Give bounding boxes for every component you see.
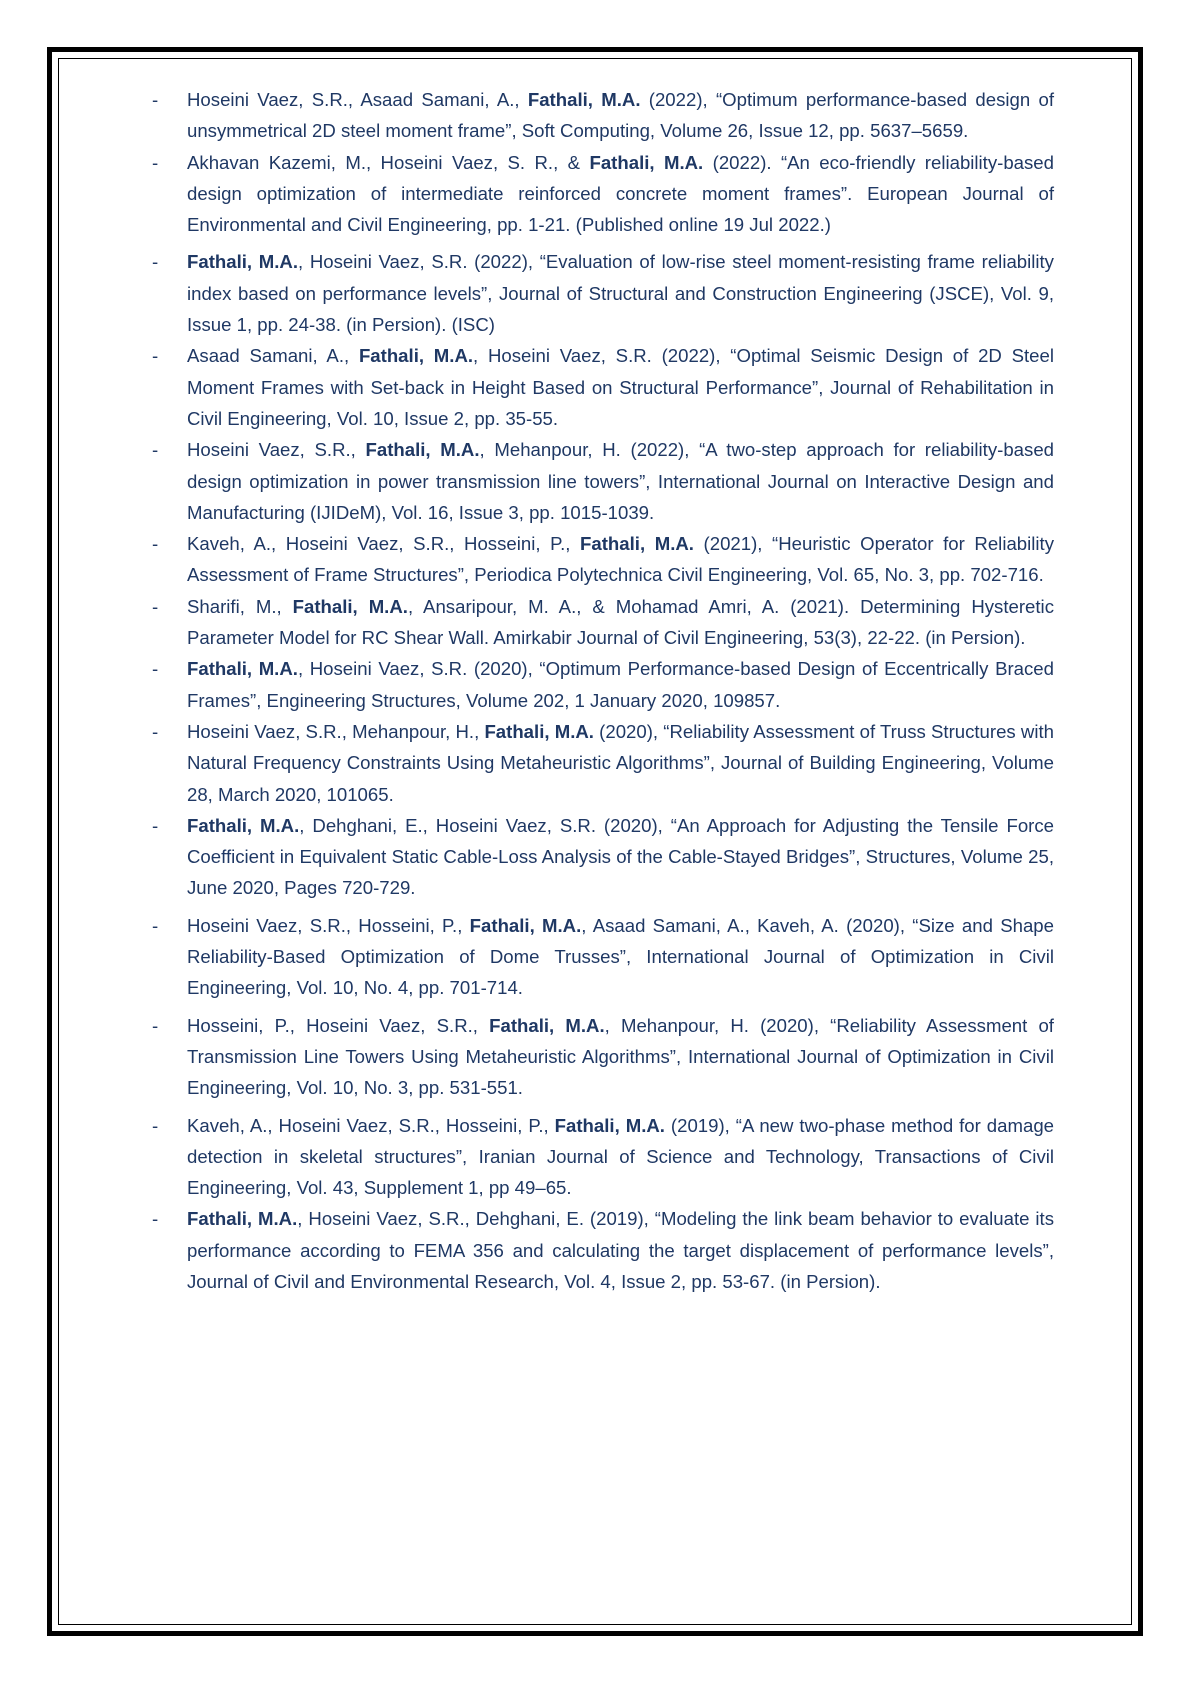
publication-item [152, 147, 1054, 241]
publication-item [152, 810, 1054, 904]
citation-rest: , Dehghani, E., Hoseini Vaez, S.R. (2020), “An Approach for Adjusting the Tensile Force Coefficient in Equivalent Static Cable-Loss Analysis of the Cable-Stayed Bridges”, Structures, Volume 25, June 2020, Pages 720-729. [187, 814, 1054, 899]
highlighted-author: Fathali, M.A. [187, 814, 300, 836]
highlighted-author: Fathali, M.A. [365, 439, 480, 461]
authors-before: Akhavan Kazemi, M., Hoseini Vaez, S. R., & [187, 151, 590, 173]
citation-rest: (2022), “Optimum performance-based design of unsymmetrical 2D steel moment frame”, Soft Computing, Volume 26, Issue 12, pp. 5637–5659. [187, 89, 1054, 142]
authors-before: Asaad Samani, A., [187, 345, 359, 367]
bullet-dash: - [152, 814, 159, 836]
highlighted-author: Fathali, M.A. [292, 595, 408, 617]
citation-rest: , Hoseini Vaez, S.R. (2022), “Optimal Seismic Design of 2D Steel Moment Frames with Set-back in Height Based on Structural Performance”, Journal of Rehabilitation in Civil Engineering, Vol. 10, Issue 2, pp. 35-55. [187, 345, 1054, 429]
authors-before: Kaveh, A., Hoseini Vaez, S.R., Hosseini, P., [187, 1114, 555, 1136]
highlighted-author: Fathali, M.A. [489, 1014, 605, 1036]
publication-text [187, 89, 1054, 141]
bullet-dash: - [152, 720, 159, 742]
highlighted-author: Fathali, M.A. [187, 658, 298, 680]
highlighted-author: Fathali, M.A. [589, 151, 704, 173]
citation-rest: , Mehanpour, H. (2020), “Reliability Assessment of Transmission Line Towers Using Metaheuristic Algorithms”, International Journal of Optimization in Civil Engineering, Vol. 10, No. 3, pp. 531-551. [187, 1014, 1054, 1099]
publication-item [152, 1203, 1054, 1297]
citation-rest: , Hoseini Vaez, S.R. (2022), “Evaluation of low-rise steel moment-resisting frame reliability index based on performance levels”, Journal of Structural and Construction Engineering (JSCE), Vol. 9, Issue 1, pp. 24-38. (in Persion). (ISC) [187, 251, 1054, 336]
publication-item [152, 653, 1054, 716]
publication-item [152, 434, 1054, 528]
publication-item [152, 1010, 1054, 1104]
highlighted-author: Fathali, M.A. [469, 914, 582, 936]
publication-text [187, 439, 1054, 523]
publication-item [152, 528, 1054, 591]
bullet-dash: - [152, 533, 159, 555]
publication-item [152, 1110, 1054, 1204]
publication-text [187, 915, 1054, 999]
publication-text [187, 345, 1054, 429]
citation-rest: , Ansaripour, M. A., & Mohamad Amri, A. (2021). Determining Hysteretic Parameter Model for RC Shear Wall. Amirkabir Journal of Civil Engineering, 53(3), 22-22. (in Persion). [187, 595, 1054, 649]
bullet-dash: - [152, 914, 159, 936]
bullet-dash: - [152, 1014, 159, 1036]
citation-rest: , Asaad Samani, A., Kaveh, A. (2020), “Size and Shape Reliability-Based Optimization of Dome Trusses”, International Journal of Optimization in Civil Engineering, Vol. 10, No. 4, pp. 701-714. [187, 914, 1054, 999]
publication-text [187, 251, 1054, 335]
publication-item [152, 910, 1054, 1004]
citation-rest: (2021), “Heuristic Operator for Reliability Assessment of Frame Structures”, Periodica Polytechnica Civil Engineering, Vol. 65, No. 3, pp. 702-716. [187, 533, 1054, 586]
citation-rest: (2022). “An eco-friendly reliability-based design optimization of intermediate reinforced concrete moment frames”. European Journal of Environmental and Civil Engineering, pp. 1-21. (Published online 19 Jul 2022.) [187, 151, 1054, 236]
highlighted-author: Fathali, M.A. [580, 533, 694, 555]
publication-text [187, 1208, 1054, 1292]
authors-before: Hosseini, P., Hoseini Vaez, S.R., [187, 1014, 490, 1036]
authors-before: Hoseini Vaez, S.R., [187, 439, 366, 461]
highlighted-author: Fathali, M.A. [484, 720, 594, 742]
publication-text [187, 152, 1054, 236]
publication-text [187, 658, 1054, 710]
publication-text [187, 596, 1054, 648]
bullet-dash: - [152, 439, 159, 461]
authors-before: Kaveh, A., Hoseini Vaez, S.R., Hosseini, P., [187, 533, 581, 555]
bullet-dash: - [152, 89, 159, 110]
publication-item [152, 591, 1054, 654]
authors-before: Hoseini Vaez, S.R., Hosseini, P., [187, 914, 470, 936]
publication-text [187, 1015, 1054, 1099]
publication-item [152, 84, 1054, 147]
bullet-dash: - [152, 345, 159, 367]
highlighted-author: Fathali, M.A. [358, 345, 474, 367]
citation-rest: (2020), “Reliability Assessment of Truss Structures with Natural Frequency Constraints Using Metaheuristic Algorithms”, Journal of Building Engineering, Volume 28, March 2020, 101065. [187, 720, 1054, 805]
publication-list [152, 84, 1054, 1297]
publication-text [187, 815, 1054, 899]
citation-rest: , Mehanpour, H. (2022), “A two-step approach for reliability-based design optimization in power transmission line towers”, International Journal on Interactive Design and Manufacturing (IJIDeM), Vol. 16, Issue 3, pp. 1015-1039. [187, 439, 1054, 523]
highlighted-author: Fathali, M.A. [187, 251, 298, 273]
citation-rest: , Hoseini Vaez, S.R. (2020), “Optimum Performance-based Design of Eccentrically Braced Frames”, Engineering Structures, Volume 202, 1 January 2020, 109857. [187, 658, 1054, 711]
bullet-dash: - [152, 251, 159, 273]
authors-before: Hoseini Vaez, S.R., Mehanpour, H., [187, 720, 485, 742]
highlighted-author: Fathali, M.A. [527, 89, 641, 110]
publication-item [152, 716, 1054, 810]
citation-rest: (2019), “A new two-phase method for damage detection in skeletal structures”, Iranian Journal of Science and Technology, Transactions of Civil Engineering, Vol. 43, Supplement 1, pp 49–65. [187, 1114, 1054, 1199]
authors-before: Hoseini Vaez, S.R., Asaad Samani, A., [187, 89, 528, 110]
highlighted-author: Fathali, M.A. [187, 1208, 298, 1230]
citation-rest: , Hoseini Vaez, S.R., Dehghani, E. (2019), “Modeling the link beam behavior to evaluate its performance according to FEMA 356 and calculating the target displacement of performance levels”, Journal of Civil and Environmental Research, Vol. 4, Issue 2, pp. 53-67. (in Persion). [187, 1208, 1054, 1292]
bullet-dash: - [152, 151, 159, 173]
authors-before: Sharifi, M., [187, 595, 293, 617]
publication-text [187, 533, 1054, 585]
highlighted-author: Fathali, M.A. [554, 1114, 665, 1136]
publication-text [187, 1115, 1054, 1199]
publication-item [152, 340, 1054, 434]
bullet-dash: - [152, 1208, 159, 1230]
bullet-dash: - [152, 595, 159, 617]
bullet-dash: - [152, 658, 159, 680]
bullet-dash: - [152, 1114, 159, 1136]
publication-text [187, 721, 1054, 805]
publication-item [152, 246, 1054, 340]
